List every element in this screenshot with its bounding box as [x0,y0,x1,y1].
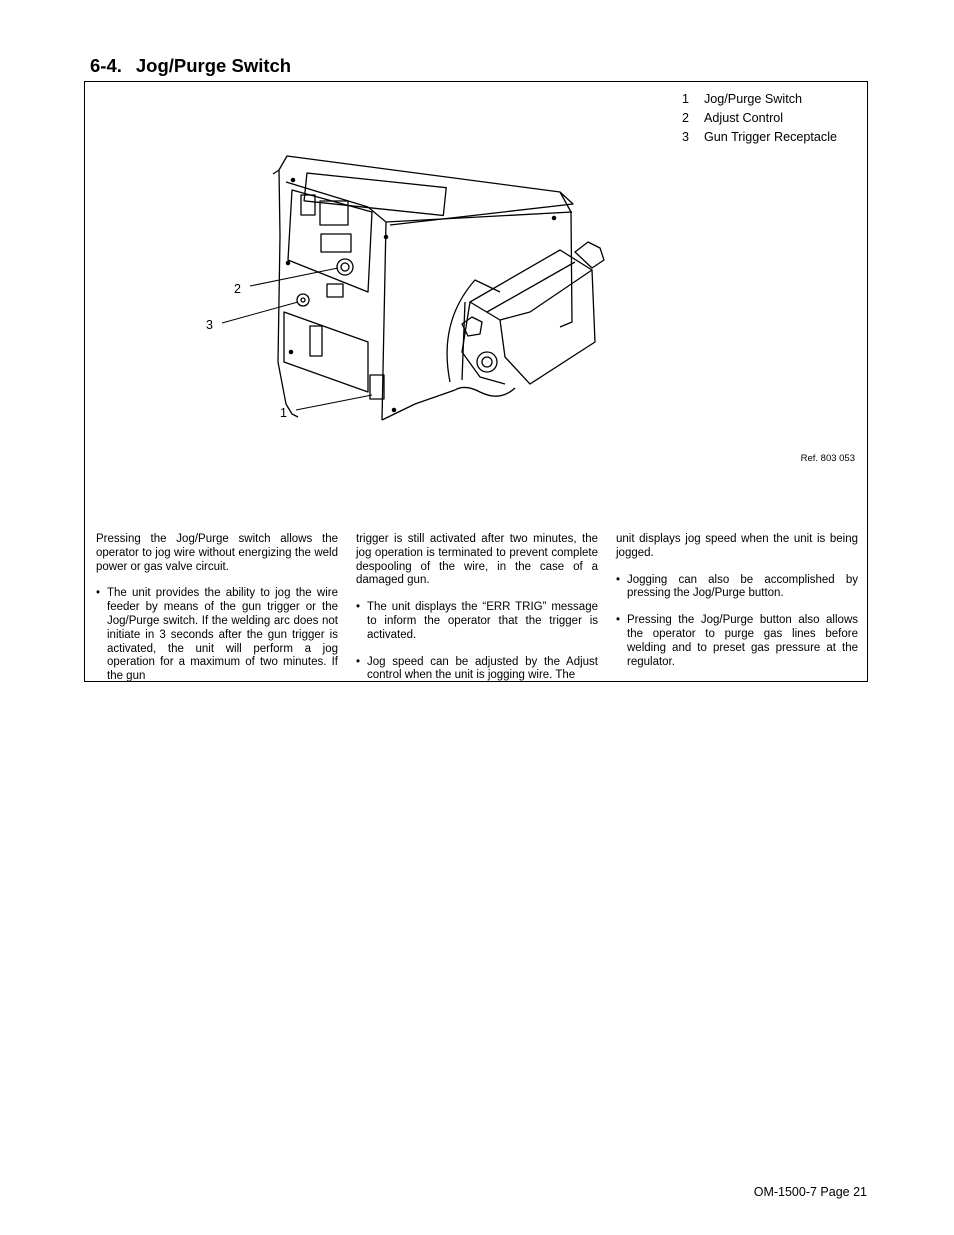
wire-feeder-illustration [200,152,640,452]
page-footer: OM-1500-7 Page 21 [753,1185,867,1199]
bullet-item: • Jog speed can be adjusted by the Adjust control when the unit is jogging wire. The [356,656,598,684]
figure-reference: Ref. 803 053 [800,453,855,464]
body-column-2 [356,533,598,696]
figure-legend [682,90,837,147]
callout-leaders [200,152,640,452]
section-title: Jog/Purge Switch [135,55,292,76]
callout-1: 1 [280,406,287,420]
callout-2: 2 [234,282,241,296]
bullet-item: • Pressing the Jog/Purge button also allows the operator to purge gas lines before welding and to preset gas pressure at the regulator. [616,614,858,669]
legend-item: 2 Adjust Control [682,111,784,125]
bullet-item: • Jogging can also be accomplished by pressing the Jog/Purge button. [616,574,858,602]
body-column-1 [96,533,338,697]
continued-text: unit displays jog speed when the unit is being jogged. [616,533,858,559]
figure-frame [84,81,868,682]
continued-text: trigger is still activated after two minutes, the jog operation is terminated to prevent complete despooling of the wire, in the case of a damaged gun. [356,533,598,587]
intro-paragraph: Pressing the Jog/Purge switch allows the operator to jog wire without energizing the weld power or gas valve circuit. [96,533,338,573]
section-number: 6-4. [90,55,122,76]
legend-item: 3 Gun Trigger Receptacle [682,130,838,144]
legend-item: 1 Jog/Purge Switch [682,92,803,106]
section-heading [90,55,291,77]
body-column-3 [616,533,858,682]
bullet-item: • The unit displays the “ERR TRIG” message to inform the operator that the trigger is activated. [356,601,598,642]
callout-3: 3 [206,318,213,332]
bullet-item: • The unit provides the ability to jog the wire feeder by means of the gun trigger or the Jog/Purge switch. If the welding arc does not initiate in 3 seconds after the gun trigger is activated, the unit will perform a jog operation for a maximum of two minutes. If the gun [96,587,338,684]
